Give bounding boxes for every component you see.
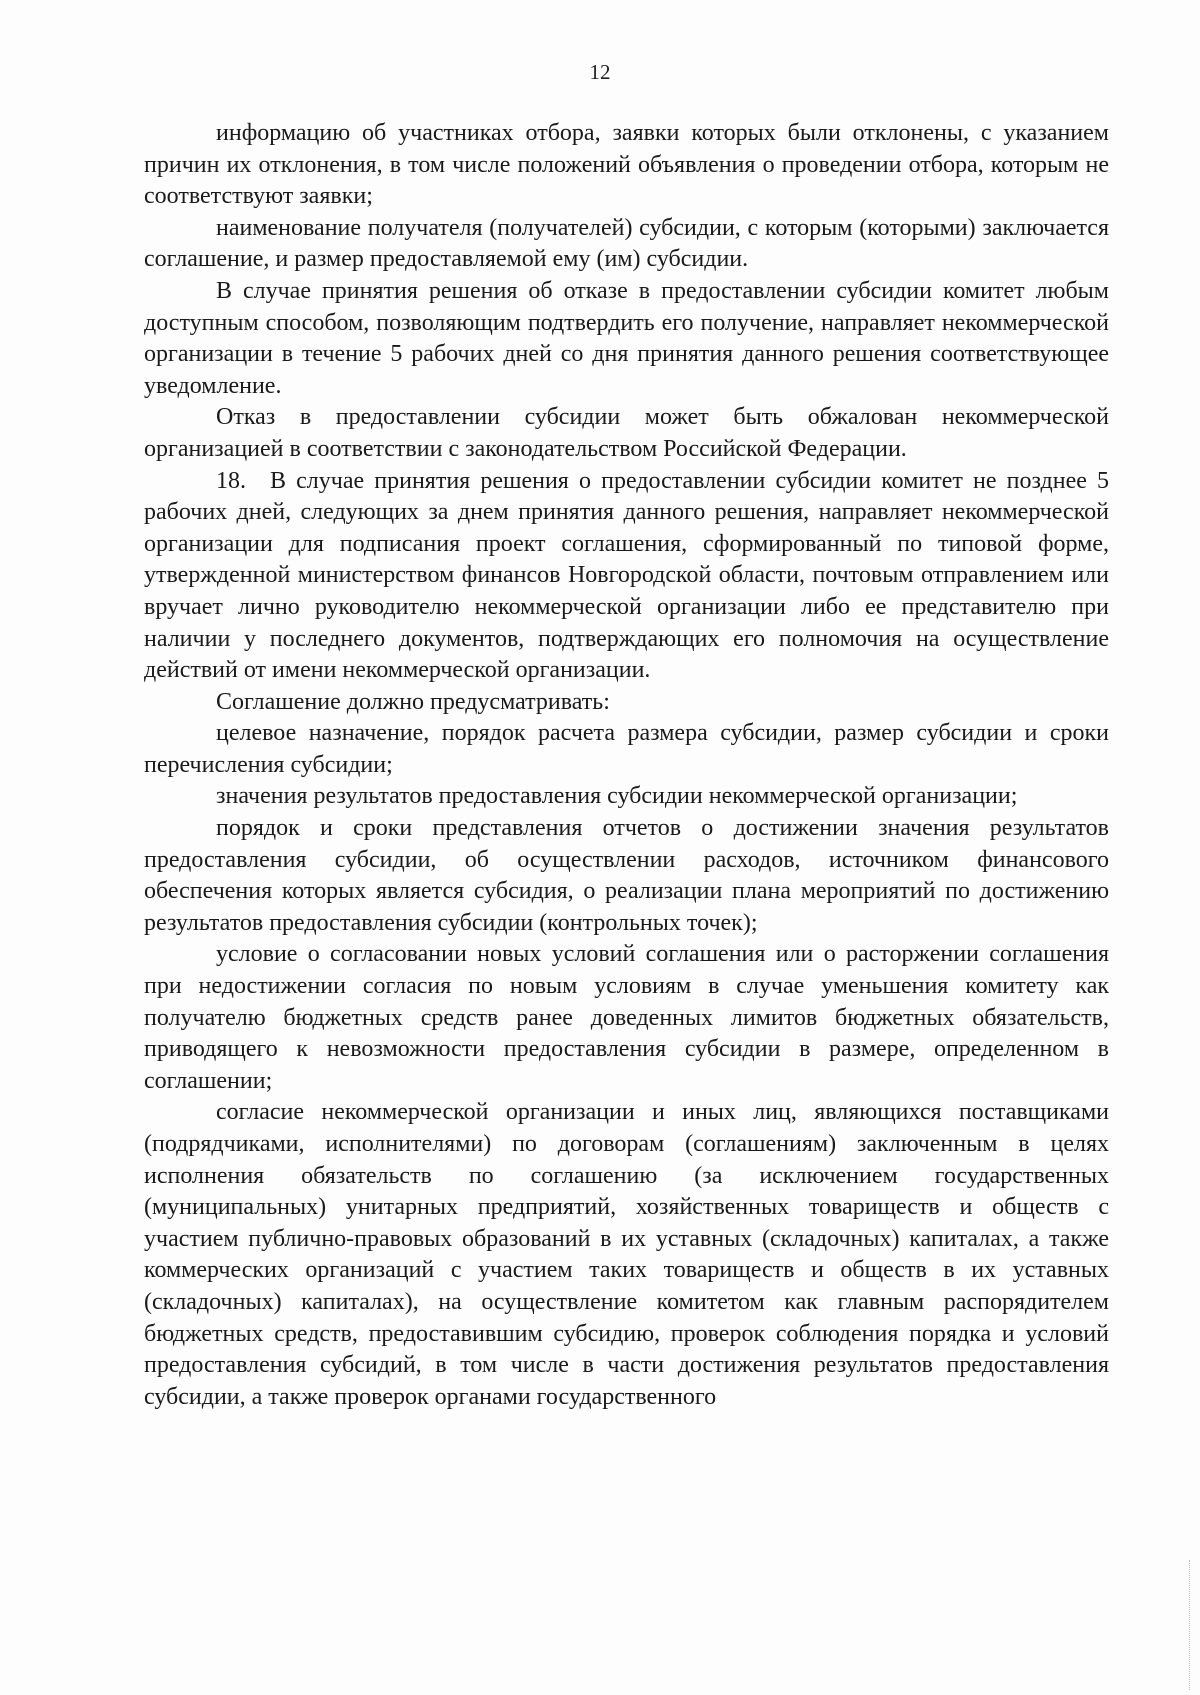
paragraph-agreement-must: Соглашение должно предусматривать: — [216, 688, 610, 715]
paragraph-item-18: 18. В случае принятия решения о предоставлении субсидии комитет не позднее 5 рабочих дней, следующих за днем принятия данного решения, направляет некоммерческой организации для подписания проект соглашения, сформированный по типовой форме, утвержденной министерством финансов Новгородской области, почтовым отправлением или вручает лично руководителю некоммерческой организации либо ее представителю при наличии у последнего документов, подтверждающих его полномочия на осуществление действий от имени некоммерческой организации. — [144, 467, 1109, 684]
page-number: 12 — [589, 60, 611, 84]
paragraph-results-values: значения результатов предоставления субсидии некоммерческой организации; — [216, 783, 1018, 810]
paragraph-new-conditions: условие о согласовании новых условий соглашения или о расторжении соглашения при недостижении согласия по новым условиям в случае уменьшения комитету как получателю бюджетных средств ранее доведенных лимитов бюджетных обязательств, приводящего к невозможности предоставления субсидии в размере, определенном в соглашении; — [144, 941, 1109, 1094]
paragraph-recipient-name: наименование получателя (получателей) субсидии, с которым (которыми) заключается соглашение, и размер предоставляемой ему (им) субсидии. — [144, 214, 1109, 273]
paragraph-rejected-participants: информацию об участниках отбора, заявки которых были отклонены, с указанием причин их отклонения, в том числе положений объявления о проведении отбора, которым не соответствуют заявки; — [144, 120, 1109, 210]
paragraph-refusal-appeal: Отказ в предоставлении субсидии может быть обжалован некоммерческой организацией в соответствии с законодательством Российской Федерации. — [144, 404, 1109, 462]
scan-edge-mark — [1189, 1560, 1192, 1690]
document-body — [144, 118, 1109, 1413]
paragraph-purpose: целевое назначение, порядок расчета размера субсидии, размер субсидии и сроки перечисления субсидии; — [144, 720, 1109, 778]
paragraph-refusal-notice: В случае принятия решения об отказе в предоставлении субсидии комитет любым доступным способом, позволяющим подтвердить его получение, направляет некоммерческой организации в течение 5 рабочих дней со дня принятия данного решения соответствующее уведомление. — [144, 277, 1109, 399]
paragraph-reporting: порядок и сроки представления отчетов о достижении значения результатов предоставления субсидии, об осуществлении расходов, источником финансового обеспечения которых является субсидия, о реализации плана мероприятий по достижению результатов предоставления субсидии (контрольных точек); — [144, 815, 1109, 936]
paragraph-consent: согласие некоммерческой организации и иных лиц, являющихся поставщиками (подрядчиками, исполнителями) по договорам (соглашениям) заключенным в целях исполнения обязательств по соглашению (за исключением государственных (муниципальных) унитарных предприятий, хозяйственных товариществ и обществ с участием публично-правовых образований в их уставных (складочных) капиталах, а также коммерческих организаций с участием таких товариществ и обществ в их уставных (складочных) капиталах), на осуществление комитетом как главным распорядителем бюджетных средств, предоставившим субсидию, проверок соблюдения порядка и условий предоставления субсидий, в том числе в части достижения результатов предоставления субсидии, а также проверок органами государственного — [144, 1099, 1109, 1410]
